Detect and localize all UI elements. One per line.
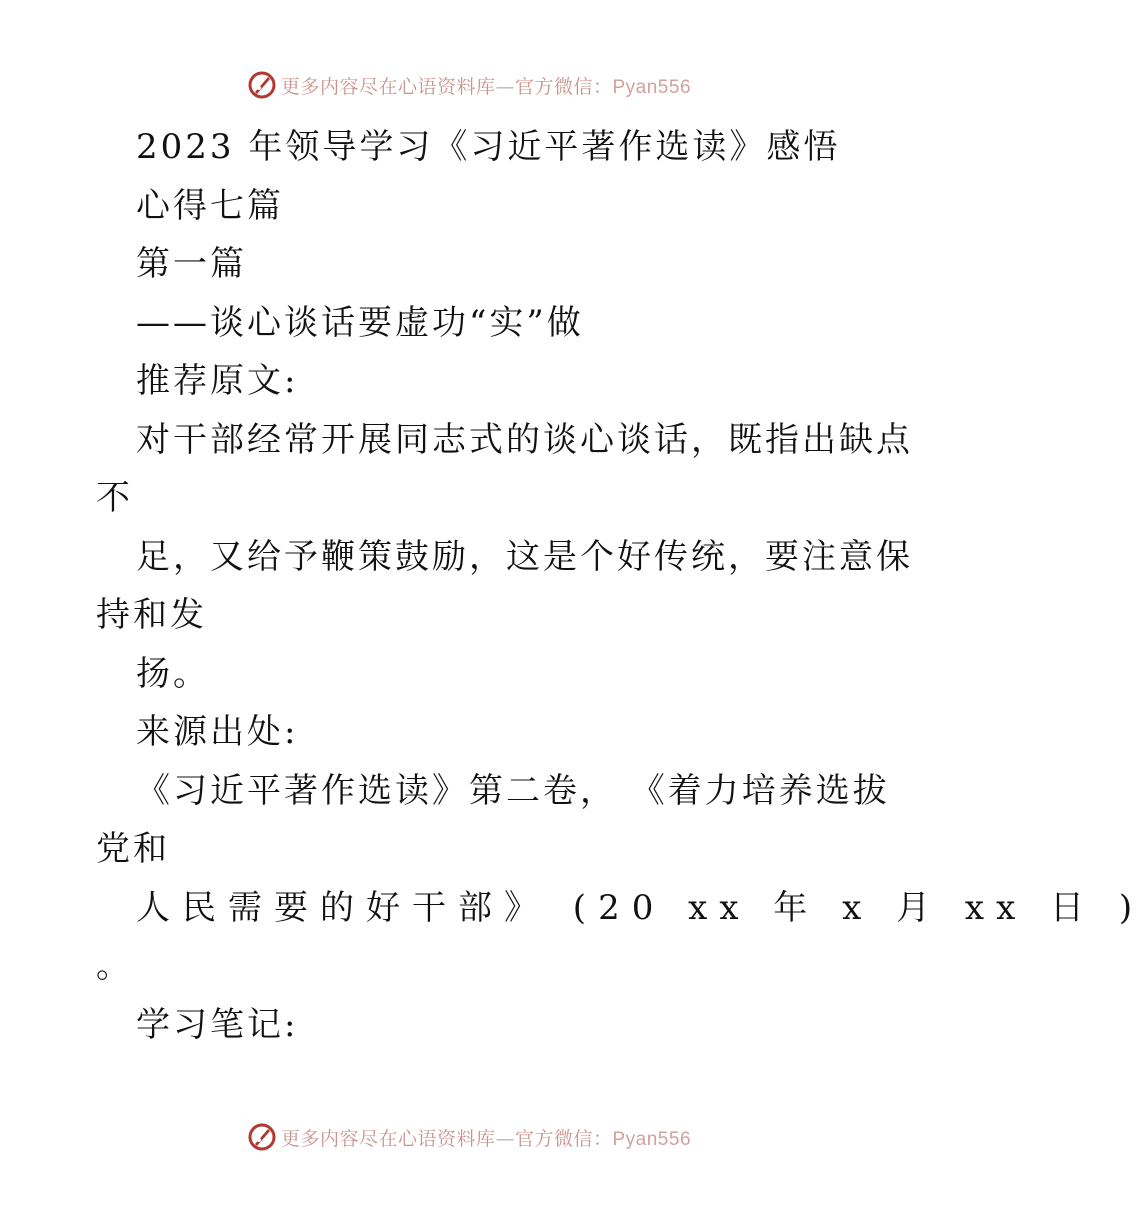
section-heading: 第一篇 bbox=[136, 244, 247, 284]
footer-watermark bbox=[0, 1122, 950, 1152]
label-original-text: 推荐原文: bbox=[136, 361, 299, 401]
source-line: 人民需要的好干部》 (20 xx 年 x 月 xx 日 ) bbox=[136, 887, 1144, 928]
quill-seal-icon bbox=[247, 70, 277, 100]
paragraph-line: 足，又给予鞭策鼓励，这是个好传统，要注意保 bbox=[136, 536, 913, 577]
label-source: 来源出处: bbox=[136, 712, 299, 752]
header-watermark bbox=[0, 70, 950, 100]
paragraph-line: 不 bbox=[96, 478, 133, 518]
quill-seal-icon bbox=[247, 1122, 277, 1152]
source-line: 。 bbox=[96, 946, 133, 986]
paragraph-line: 对干部经常开展同志式的谈心谈话，既指出缺点 bbox=[136, 419, 913, 460]
paragraph-line: 持和发 bbox=[96, 595, 207, 635]
watermark-text: 更多内容尽在心语资料库—官方微信：Pyan556 bbox=[280, 75, 692, 98]
label-study-notes: 学习笔记: bbox=[136, 1004, 299, 1045]
section-subtitle: ——谈心谈话要虚功“实”做 bbox=[136, 302, 584, 343]
document-title-line-2: 心得七篇 bbox=[136, 185, 284, 226]
watermark-text: 更多内容尽在心语资料库—官方微信：Pyan556 bbox=[280, 1127, 692, 1150]
document-title-line-1: 2023 年领导学习《习近平著作选读》感悟 bbox=[136, 127, 841, 167]
source-line: 党和 bbox=[96, 829, 170, 869]
paragraph-line: 扬。 bbox=[136, 653, 210, 694]
source-line: 《习近平著作选读》第二卷， 《着力培养选拔 bbox=[136, 770, 890, 811]
document-body bbox=[96, 118, 1144, 1054]
